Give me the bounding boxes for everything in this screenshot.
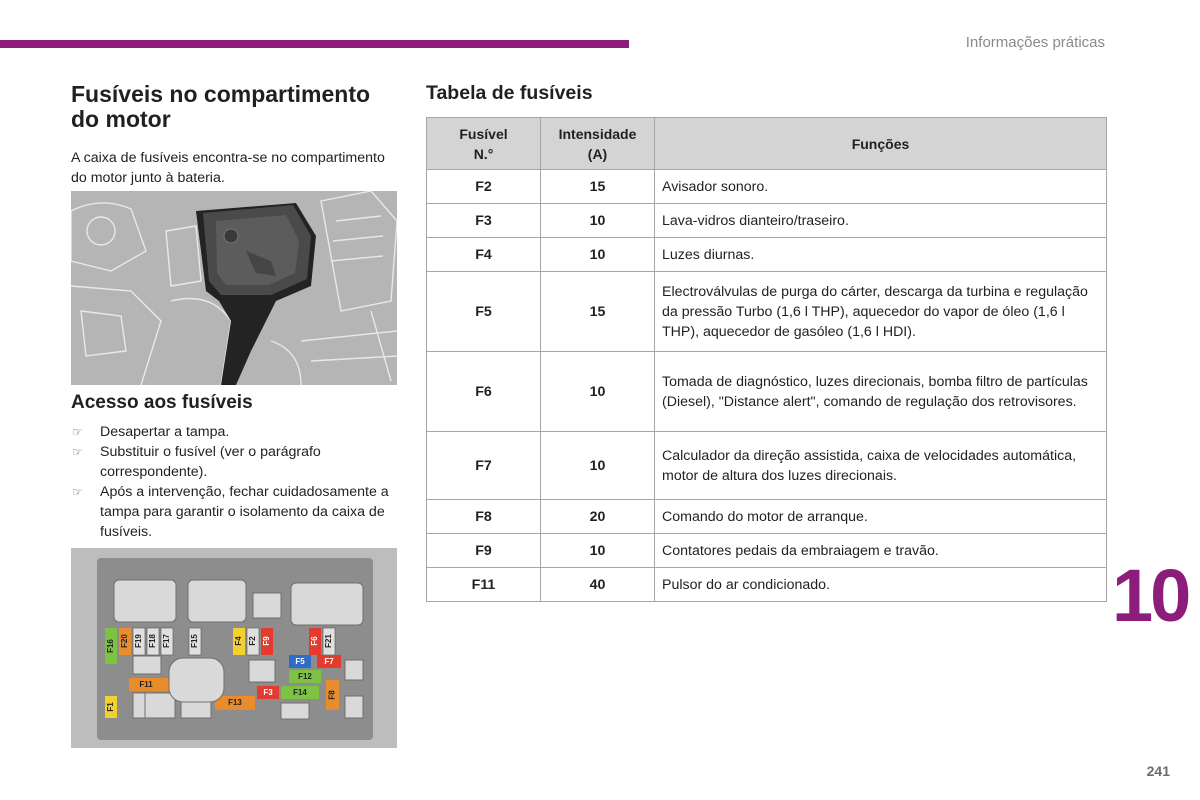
fuse-label: F4	[234, 636, 244, 646]
fuse-amperage: 15	[541, 170, 655, 204]
fuse-label: F14	[293, 688, 307, 698]
fuse-label: F15	[190, 634, 200, 648]
fuse-amperage: 10	[541, 352, 655, 432]
fuse-label: F2	[248, 636, 258, 646]
fuse-function: Lava-vidros dianteiro/traseiro.	[655, 204, 1107, 238]
list-item: ☞ Desapertar a tampa.	[72, 424, 230, 440]
engine-photo-svg	[71, 191, 397, 385]
fuse-amperage: 10	[541, 432, 655, 500]
fuse-amperage: 10	[541, 534, 655, 568]
fuse-amperage: 10	[541, 204, 655, 238]
fuse-function: Avisador sonoro.	[655, 170, 1107, 204]
fuse-function: Calculador da direção assistida, caixa de velocidades automática, motor de altura dos luzes direcionais.	[655, 432, 1107, 500]
access-steps-list	[71, 422, 397, 542]
table-row	[427, 204, 1107, 238]
fuse-label: F21	[324, 634, 334, 648]
fuse-amperage: 40	[541, 568, 655, 602]
col-header-fuse-number: Fusível N.°	[427, 118, 541, 170]
fuse-label: F7	[324, 657, 334, 667]
fuse-diagram-svg	[71, 548, 397, 748]
fuse-label: F9	[262, 636, 272, 646]
fuse-amperage: 15	[541, 272, 655, 352]
fuse-label: F19	[134, 634, 144, 648]
fuse-function: Electroválvulas de purga do cárter, descarga da turbina e regulação da pressão Turbo (1,6 l THP), aquecedor do vapor de óleo (1,6 l THP), aquecedor de gasóleo (1,6 l HDI).	[655, 272, 1107, 352]
fuse-label: F20	[120, 634, 130, 648]
fuse-number: F4	[427, 238, 541, 272]
list-item: ☞ Após a intervenção, fechar cuidadosamente a tampa para garantir o isolamento da caixa de fusíveis.	[72, 484, 389, 540]
fuse-label: F18	[148, 634, 158, 648]
fuse-table-title: Tabela de fusíveis	[426, 82, 593, 104]
fuse-label: F17	[162, 634, 172, 648]
fuse-function: Pulsor do ar condicionado.	[655, 568, 1107, 602]
fuse-number: F9	[427, 534, 541, 568]
main-title-line1: Fusíveis no compartimento	[71, 81, 371, 107]
page-number: 241	[1146, 763, 1170, 779]
fuse-number: F2	[427, 170, 541, 204]
table-row	[427, 352, 1107, 432]
main-title-line2: do motor	[71, 106, 171, 132]
fuse-box-diagram	[71, 548, 397, 748]
fuse-label: F13	[228, 698, 242, 708]
fuse-number: F5	[427, 272, 541, 352]
fuse-amperage: 10	[541, 238, 655, 272]
table-row	[427, 432, 1107, 500]
col-header-functions: Funções	[655, 118, 1107, 170]
fuse-number: F6	[427, 352, 541, 432]
pointing-hand-icon: ☞	[72, 485, 83, 499]
engine-fusebox-photo	[71, 191, 397, 385]
fuse-amperage: 20	[541, 500, 655, 534]
left-column	[71, 82, 397, 188]
fuse-label: F5	[295, 657, 305, 667]
table-row	[427, 500, 1107, 534]
fuse-label: F3	[263, 688, 273, 698]
fuse-label: F16	[106, 639, 116, 653]
fuse-number: F3	[427, 204, 541, 238]
col-header-intensity: Intensidade (A)	[541, 118, 655, 170]
fuse-function: Luzes diurnas.	[655, 238, 1107, 272]
fuse-function: Tomada de diagnóstico, luzes direcionais, bomba filtro de partículas (Diesel), "Distance alert", comando de regulação dos retrovisores.	[655, 352, 1107, 432]
fuse-function: Contatores pedais da embraiagem e travão.	[655, 534, 1107, 568]
fuse-function: Comando do motor de arranque.	[655, 500, 1107, 534]
table-row	[427, 568, 1107, 602]
section-header: Informações práticas	[965, 34, 1105, 51]
fuse-number: F7	[427, 432, 541, 500]
header-accent-bar	[0, 40, 629, 48]
fuse-label: F8	[327, 690, 337, 700]
chapter-number: 10	[1112, 554, 1189, 637]
fuse-label: F11	[139, 680, 153, 690]
list-item: ☞ Substituir o fusível (ver o parágrafo correspondente).	[72, 444, 321, 480]
pointing-hand-icon: ☞	[72, 445, 83, 459]
table-row	[427, 272, 1107, 352]
fuse-label: F12	[298, 672, 312, 682]
fuse-label: F6	[310, 636, 320, 646]
table-row	[427, 170, 1107, 204]
fuse-table	[426, 117, 1107, 602]
table-header-row	[427, 118, 1107, 170]
fuse-number: F11	[427, 568, 541, 602]
fuse-number: F8	[427, 500, 541, 534]
main-title	[71, 82, 397, 132]
table-row	[427, 238, 1107, 272]
fuse-label: F1	[106, 702, 116, 712]
pointing-hand-icon: ☞	[72, 425, 83, 439]
table-row	[427, 534, 1107, 568]
access-title: Acesso aos fusíveis	[71, 392, 253, 413]
intro-text: A caixa de fusíveis encontra-se no compartimento do motor junto à bateria.	[71, 150, 385, 186]
